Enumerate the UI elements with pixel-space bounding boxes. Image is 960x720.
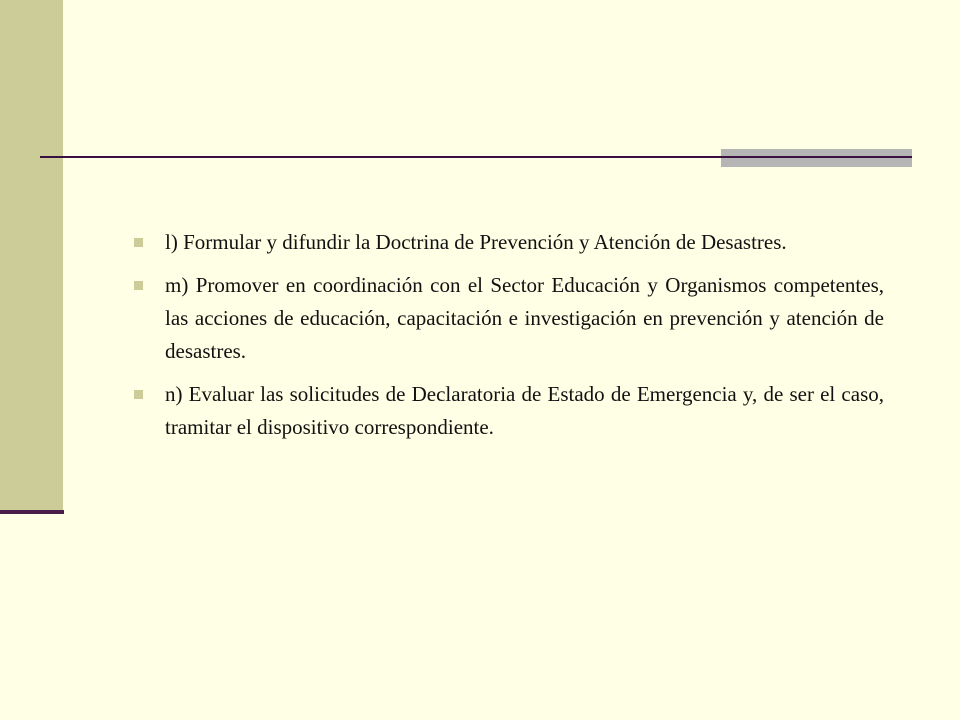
side-bar-underline	[0, 510, 64, 514]
square-bullet-icon	[134, 238, 143, 247]
bullet-text: l) Formular y difundir la Doctrina de Prevención y Atención de Desastres.	[165, 230, 787, 254]
bullet-text: m) Promover en coordinación con el Sector Educación y Organismos competentes, las acciones de educación, capacitación e investigación en prevención y atención de desastres.	[165, 273, 884, 363]
bullet-item-l	[134, 226, 884, 259]
title-divider-accent-line	[721, 156, 912, 158]
bullet-item-m	[134, 269, 884, 368]
square-bullet-icon	[134, 390, 143, 399]
title-divider-accent	[721, 149, 912, 167]
bullet-item-n	[134, 378, 884, 444]
side-decorative-bar	[0, 0, 63, 512]
square-bullet-icon	[134, 281, 143, 290]
bullet-text: n) Evaluar las solicitudes de Declaratoria de Estado de Emergencia y, de ser el caso, tramitar el dispositivo correspondiente.	[165, 382, 884, 439]
bullet-list	[134, 226, 884, 454]
